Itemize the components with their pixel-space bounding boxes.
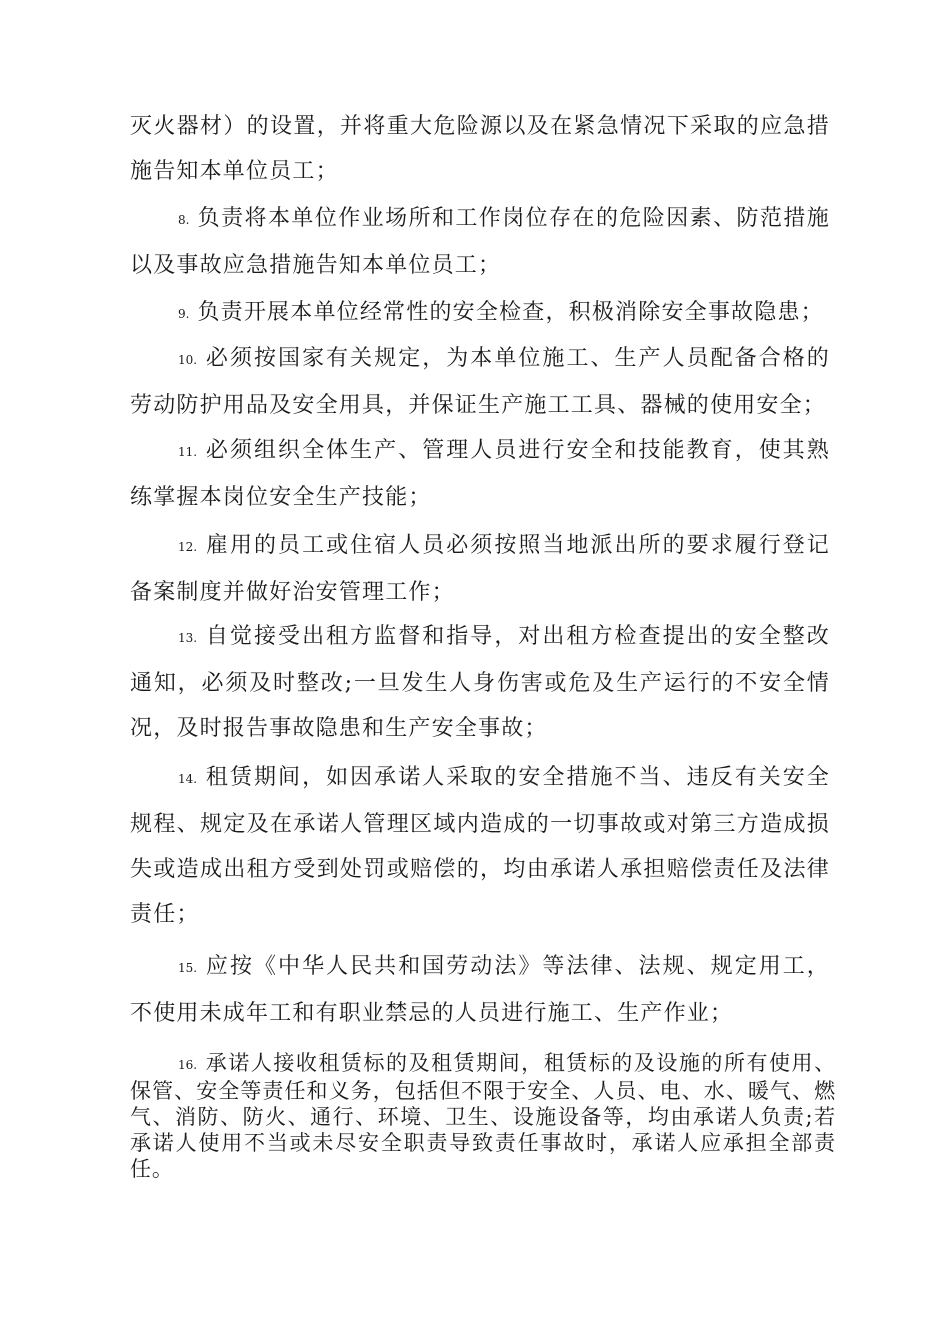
paragraph-item-14 [130,755,830,937]
paragraph-item-12 [130,523,830,615]
paragraph-text: 承诺人接收租赁标的及租赁期间，租赁标的及设施的所有使用、保管、安全等责任和义务，包括但不限于安全、人员、电、水、暖气、燃气、消防、防火、通行、环境、卫生、设施设备等，均由承诺人负责;若承诺人使用不当或未尽安全职责导致责任事故时，承诺人应承担全部责任。 [130,1051,836,1181]
item-number: 8. [178,213,190,227]
paragraph-item-16 [130,1050,836,1182]
paragraph-text: 自觉接受出租方监督和指导，对出租方检查提出的安全整改通知，必须及时整改;一旦发生人身伤害或危及生产运行的不安全情况，及时报告事故隐患和生产安全事故； [130,624,830,741]
paragraph-item-10 [130,336,830,428]
paragraph-item-8 [130,196,830,288]
paragraph-item-9 [130,290,830,337]
item-number: 10. [178,353,198,367]
paragraph-continuation [130,104,830,194]
item-number: 12. [178,540,198,554]
paragraph-text: 负责将本单位作业场所和工作岗位存在的危险因素、防范措施以及事故应急措施告知本单位员工； [130,206,830,278]
paragraph-text: 必须组织全体生产、管理人员进行安全和技能教育，使其熟练掌握本岗位安全生产技能； [130,438,830,510]
paragraph-item-15 [130,944,830,1036]
paragraph-text: 应按《中华人民共和国劳动法》等法律、法规、规定用工，不使用未成年工和有职业禁忌的人员进行施工、生产作业； [130,954,830,1026]
paragraph-text: 雇用的员工或住宿人员必须按照当地派出所的要求履行登记备案制度并做好治安管理工作； [130,533,830,605]
paragraph-text: 必须按国家有关规定，为本单位施工、生产人员配备合格的劳动防护用品及安全用具，并保证生产施工工具、器械的使用安全； [130,346,830,418]
item-number: 14. [178,772,198,786]
item-number: 13. [178,631,198,645]
paragraph-text: 租赁期间，如因承诺人采取的安全措施不当、违反有关安全规程、规定及在承诺人管理区域内造成的一切事故或对第三方造成损失或造成出租方受到处罚或赔偿的，均由承诺人承担赔偿责任及法律责任； [130,765,830,927]
paragraph-text: 负责开展本单位经常性的安全检查，积极消除安全事故隐患； [197,300,824,325]
paragraph-item-13 [130,614,830,751]
item-number: 9. [178,307,190,321]
item-number: 15. [178,961,198,975]
item-number: 16. [178,1058,198,1072]
paragraph-item-11 [130,428,830,520]
paragraph-text: 灭火器材）的设置，并将重大危险源以及在紧急情况下采取的应急措施告知本单位员工； [130,114,830,184]
item-number: 11. [178,445,198,459]
